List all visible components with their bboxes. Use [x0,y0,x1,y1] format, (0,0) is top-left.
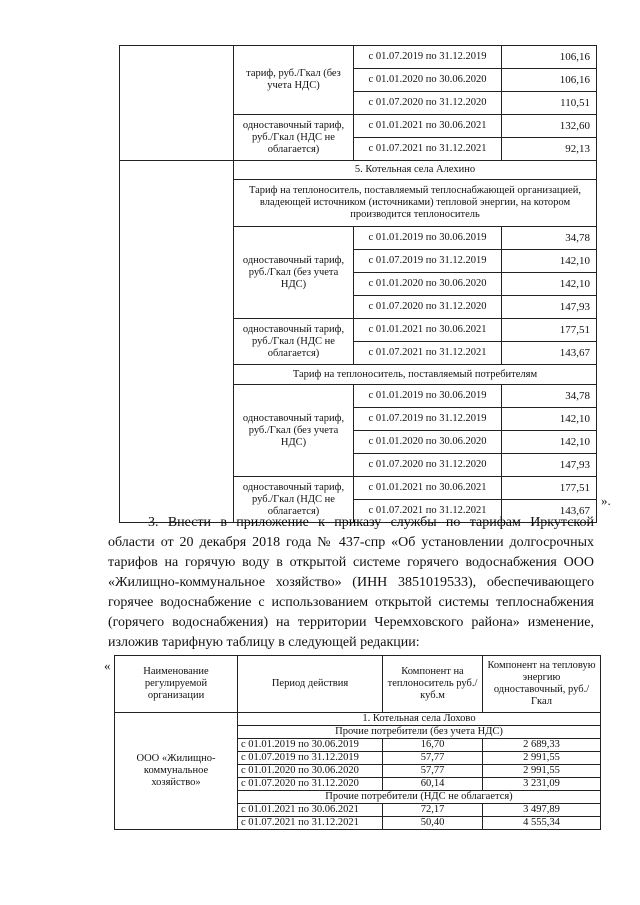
group-title: Прочие потребители (НДС не облагается) [238,791,601,804]
period-cell: с 01.07.2019 по 31.12.2019 [354,46,502,69]
tariff-label: одноставочный тариф, руб./Гкал (без учета НДС) [234,385,354,477]
comp1-cell: 16,70 [383,739,483,752]
paragraph-line: (горячего водоснабжения) на территории Черемховского района» изменение, [108,615,594,630]
value-cell: 92,13 [502,138,597,161]
period-cell: с 01.01.2020 по 30.06.2020 [238,765,383,778]
comp2-cell: 4 555,34 [483,817,601,830]
header-org: Наименование регулируемой организации [115,656,238,713]
comp2-cell: 3 497,89 [483,804,601,817]
tariff-label: одноставочный тариф, руб./Гкал (без учета НДС) [234,227,354,319]
period-cell: с 01.01.2021 по 30.06.2021 [354,319,502,342]
value-cell: 143,67 [502,342,597,365]
paragraph-line: 3. Внести в приложение к приказу службы по тарифам Иркутской [148,515,594,530]
section-title: 5. Котельная села Алехино [234,161,597,180]
tariff-label: одноставочный тариф, руб./Гкал (НДС не облагается) [234,319,354,365]
tariff-label: одноставочный тариф, руб./Гкал (НДС не облагается) [234,477,354,523]
paragraph-line: области от 20 декабря 2018 года № 437-спр «Об установлении долгосрочных [108,535,594,550]
opening-quote: « [104,658,111,673]
value-cell: 177,51 [502,477,597,500]
paragraph-line: «Жилищно-коммунальное хозяйство» (ИНН 3851019533), обеспечивающего [108,575,594,590]
period-cell: с 01.01.2019 по 30.06.2019 [238,739,383,752]
group-title: Прочие потребители (без учета НДС) [238,726,601,739]
hot-water-tariff-table [114,655,601,830]
subsection-title: Тариф на теплоноситель, поставляемый потребителям [234,365,597,385]
value-cell: 106,16 [502,46,597,69]
tariff-table-continued [119,45,597,523]
tariff-label: одноставочный тариф, руб./Гкал (НДС не облагается) [234,115,354,161]
period-cell: с 01.01.2020 по 30.06.2020 [354,431,502,454]
comp2-cell: 2 689,33 [483,739,601,752]
closing-quote: ». [601,493,611,508]
paragraph-line: тарифов на горячую воду в открытой системе горячего водоснабжения ООО [108,555,594,570]
period-cell: с 01.07.2020 по 31.12.2020 [354,454,502,477]
value-cell: 147,93 [502,296,597,319]
amendment-paragraph [108,513,594,653]
header-period: Период действия [238,656,383,713]
period-cell: с 01.07.2021 по 31.12.2021 [354,138,502,161]
comp2-cell: 3 231,09 [483,778,601,791]
header-comp1: Компонент на теплоноситель руб./куб.м [383,656,483,713]
comp1-cell: 57,77 [383,752,483,765]
period-cell: с 01.07.2020 по 31.12.2020 [354,92,502,115]
period-cell: с 01.01.2019 по 30.06.2019 [354,227,502,250]
period-cell: с 01.01.2021 по 30.06.2021 [354,477,502,500]
comp1-cell: 72,17 [383,804,483,817]
period-cell: с 01.01.2019 по 30.06.2019 [354,385,502,408]
value-cell: 132,60 [502,115,597,138]
period-cell: с 01.07.2021 по 31.12.2021 [354,342,502,365]
value-cell: 34,78 [502,385,597,408]
period-cell: с 01.07.2021 по 31.12.2021 [354,500,502,523]
value-cell: 177,51 [502,319,597,342]
comp2-cell: 2 991,55 [483,765,601,778]
left-blank-cell [120,161,234,523]
subsection-title: Тариф на теплоноситель, поставляемый теплоснабжающей организацией, владеющей источником (источниками) тепловой энергии, на котором производится теплоноситель [234,180,597,227]
value-cell: 142,10 [502,273,597,296]
period-cell: с 01.07.2020 по 31.12.2020 [238,778,383,791]
comp1-cell: 57,77 [383,765,483,778]
comp2-cell: 2 991,55 [483,752,601,765]
period-cell: с 01.07.2019 по 31.12.2019 [354,408,502,431]
value-cell: 147,93 [502,454,597,477]
value-cell: 106,16 [502,69,597,92]
value-cell: 34,78 [502,227,597,250]
value-cell: 142,10 [502,431,597,454]
period-cell: с 01.07.2020 по 31.12.2020 [354,296,502,319]
period-cell: с 01.01.2021 по 30.06.2021 [354,115,502,138]
comp1-cell: 60,14 [383,778,483,791]
period-cell: с 01.01.2021 по 30.06.2021 [238,804,383,817]
period-cell: с 01.07.2021 по 31.12.2021 [238,817,383,830]
period-cell: с 01.07.2019 по 31.12.2019 [354,250,502,273]
header-comp2: Компонент на тепловую энергию одноставочный, руб./Гкал [483,656,601,713]
period-cell: с 01.07.2019 по 31.12.2019 [238,752,383,765]
value-cell: 143,67 [502,500,597,523]
period-cell: с 01.01.2020 по 30.06.2020 [354,273,502,296]
org-name: ООО «Жилищно-коммунальное хозяйство» [115,713,238,830]
tariff-label: тариф, руб./Гкал (без учета НДС) [234,46,354,115]
value-cell: 142,10 [502,408,597,431]
left-blank-cell [120,46,234,161]
comp1-cell: 50,40 [383,817,483,830]
period-cell: с 01.01.2020 по 30.06.2020 [354,69,502,92]
value-cell: 142,10 [502,250,597,273]
paragraph-line: изложив тарифную таблицу в следующей редакции: [108,635,420,650]
section-title: 1. Котельная села Лохово [238,713,601,726]
value-cell: 110,51 [502,92,597,115]
paragraph-line: горячее водоснабжение с использованием открытой системы теплоснабжения [108,595,594,610]
